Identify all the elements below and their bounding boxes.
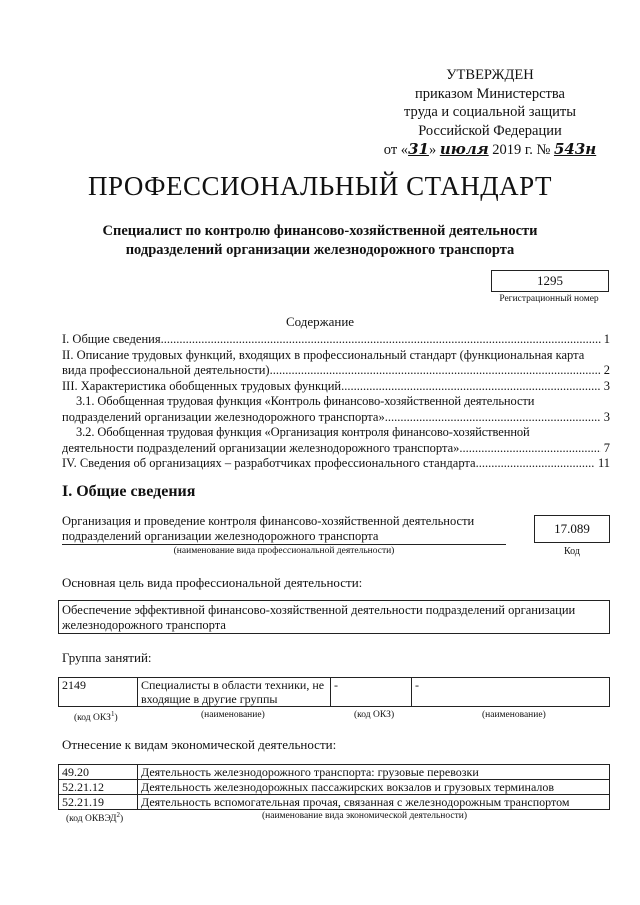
- goal-text-box: Обеспечение эффективной финансово-хозяйственной деятельности подразделений организации железнодорожного транспорта: [58, 600, 610, 634]
- handwritten-month: июля: [439, 140, 489, 158]
- toc-item-label: II. Описание трудовых функций, входящих в профессиональный стандарт (функциональная карта: [62, 347, 585, 362]
- activity-kind-line-1: Организация и проведение контроля финансово-хозяйственной деятельности: [62, 514, 475, 528]
- toc-item[interactable]: [62, 394, 610, 425]
- occupation-group-label: Группа занятий:: [62, 650, 152, 665]
- okz-code-cell: 2149: [59, 678, 138, 707]
- table-row: [59, 678, 610, 707]
- goal-label: Основная цель вида профессиональной деятельности:: [62, 575, 363, 590]
- okved-code-cell: 52.21.19: [59, 795, 138, 810]
- okz-name-caption: (наименование): [201, 710, 265, 720]
- registration-number-box: 1295: [491, 270, 609, 292]
- okved-name-cell: Деятельность железнодорожного транспорта: грузовые перевозки: [138, 765, 610, 780]
- okved-name-cell: Деятельность железнодорожных пассажирских вокзалов и грузовых терминалов: [138, 780, 610, 795]
- okz-name-caption-2: (наименование): [482, 710, 546, 720]
- okz-name-cell-2: -: [412, 678, 610, 707]
- okved-code-cell: 52.21.12: [59, 780, 138, 795]
- activity-code-caption: Код: [564, 546, 580, 557]
- approval-line-3: труда и социальной защиты: [404, 104, 576, 120]
- toc-item[interactable]: [62, 348, 610, 379]
- toc-page: 1: [603, 332, 610, 346]
- approval-block: [360, 66, 620, 160]
- contents-title: Содержание: [285, 314, 355, 329]
- toc-item-label: 3.1. Обобщенная трудовая функция «Контроль финансово-хозяйственной деятельности: [76, 394, 535, 408]
- okved-code-caption: (код ОКВЭД$^2$): [66, 811, 124, 825]
- handwritten-order-number: 543н: [553, 140, 597, 158]
- table-of-contents: [62, 332, 610, 472]
- toc-item-label: 3.2. Обобщенная трудовая функция «Организация контроля финансово-хозяйственной: [76, 425, 530, 439]
- okz-code-caption: (код ОКЗ$^1$): [74, 710, 118, 724]
- date-prefix: от «: [383, 142, 409, 158]
- table-row: [59, 765, 610, 780]
- approval-date-line: [360, 140, 620, 160]
- toc-item-label: III. Характеристика обобщенных трудовых функций: [62, 378, 342, 393]
- occupation-table: [58, 677, 610, 707]
- toc-page: 11: [597, 456, 610, 470]
- handwritten-day: 31: [408, 140, 429, 158]
- table-row: [59, 780, 610, 795]
- toc-page: 3: [603, 409, 610, 424]
- document-title: ПРОФЕССИОНАЛЬНЫЙ СТАНДАРТ: [87, 171, 553, 201]
- approval-line-4: Российской Федерации: [418, 122, 562, 139]
- okved-code-cell: 49.20: [59, 765, 138, 780]
- okz-code-caption-2: (код ОКЗ): [354, 710, 395, 720]
- okz-code-cell-2: -: [331, 678, 412, 707]
- registration-caption: Регистрационный номер: [499, 294, 599, 304]
- okved-table: [58, 764, 610, 810]
- okved-label: Отнесение к видам экономической деятельности:: [62, 737, 337, 752]
- approval-line-2: приказом Министерства: [415, 85, 565, 102]
- section-heading: I. Общие сведения: [62, 483, 196, 500]
- activity-kind-name: [62, 514, 506, 545]
- toc-page: 7: [603, 440, 610, 455]
- toc-item-label: I. Общие сведения: [62, 332, 161, 346]
- okz-name-cell: Специалисты в области техники, не входящие в другие группы: [138, 678, 331, 707]
- okved-name-cell: Деятельность вспомогательная прочая, связанная с железнодорожным транспортом: [138, 795, 610, 810]
- toc-page: 3: [603, 378, 610, 393]
- toc-item[interactable]: [62, 379, 610, 395]
- approval-line-1: УТВЕРЖДЕН: [446, 67, 534, 83]
- toc-item-label-cont: деятельности подразделений организации железнодорожного транспорта»: [62, 440, 460, 455]
- subtitle-line-1: Специалист по контролю финансово-хозяйственной деятельности: [102, 223, 538, 239]
- subtitle-line-2: подразделений организации железнодорожного транспорта: [125, 242, 515, 258]
- document-subtitle: [40, 222, 600, 260]
- toc-item[interactable]: [62, 456, 610, 472]
- toc-item[interactable]: [62, 332, 610, 348]
- toc-page: 2: [603, 363, 610, 377]
- date-mid: »: [428, 142, 437, 158]
- toc-item-label: IV. Сведения об организациях – разработчиках профессионального стандарта: [62, 456, 476, 470]
- activity-kind-caption: (наименование вида профессиональной деятельности): [173, 546, 395, 556]
- okved-name-caption: (наименование вида экономической деятельности): [262, 811, 467, 821]
- toc-item-label-cont: вида профессиональной деятельности): [62, 363, 270, 377]
- activity-code-box: 17.089: [534, 515, 610, 543]
- toc-item[interactable]: [62, 425, 610, 456]
- toc-item-label-cont: подразделений организации железнодорожного транспорта»: [62, 409, 385, 424]
- date-year: 2019 г. №: [492, 142, 551, 158]
- table-row: [59, 795, 610, 810]
- activity-kind-line-2: подразделений организации железнодорожного транспорта: [62, 529, 379, 543]
